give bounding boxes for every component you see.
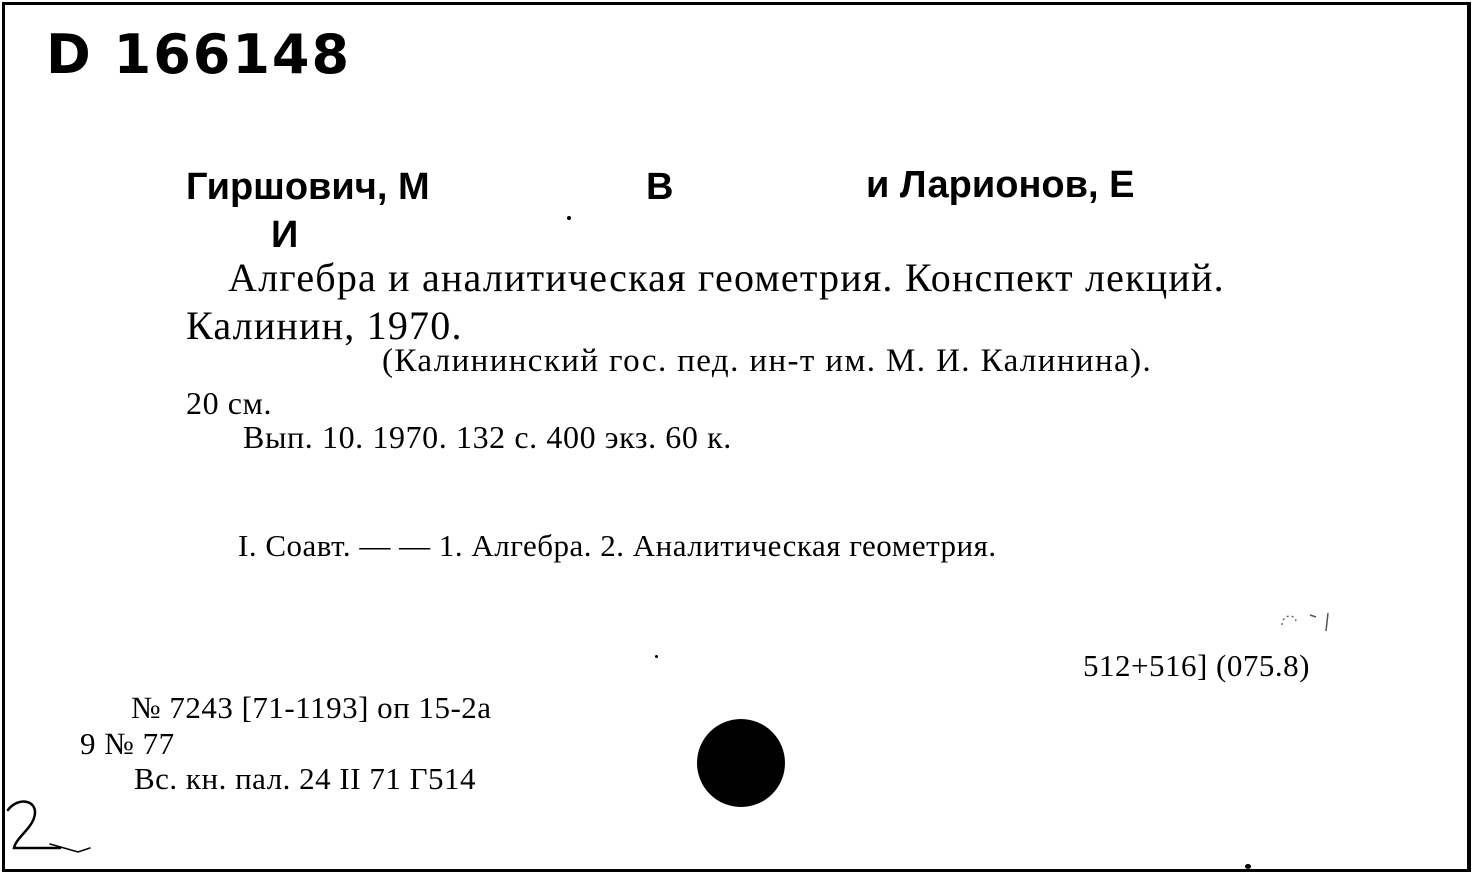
title-line-2: Калинин, 1970. xyxy=(186,303,463,348)
speck xyxy=(567,216,571,220)
issue-details: Вып. 10. 1970. 132 с. 400 экз. 60 к. xyxy=(243,419,732,455)
author-initial: В xyxy=(646,166,674,208)
speck xyxy=(655,655,658,658)
physical-size: 20 см. xyxy=(186,385,273,421)
coauthor-name: и Ларионов, Е xyxy=(866,164,1135,206)
register-line: Вс. кн. пал. 24 II 71 Г514 xyxy=(134,761,476,796)
handwritten-card-id: D 166148 xyxy=(46,23,352,86)
handwritten-mark xyxy=(0,796,110,866)
speck xyxy=(1245,864,1251,869)
author-name: Гиршович, М xyxy=(186,166,430,208)
ink-blot xyxy=(697,719,785,807)
order-number-line: № 7243 [71-1193] оп 15-2а xyxy=(131,690,492,725)
author-second-initial: И xyxy=(271,214,299,256)
title-line-1: Алгебра и аналитическая геометрия. Конспект лекций. xyxy=(228,255,1225,300)
series-note: (Калининский гос. пед. ин-т им. М. И. Калинина). xyxy=(382,343,1153,379)
classification-mark: 512+516] (075.8) xyxy=(1083,648,1310,683)
tracings: I. Соавт. — — 1. Алгебра. 2. Аналитическая геометрия. xyxy=(238,528,997,563)
copy-number-line: 9 № 77 xyxy=(80,726,175,761)
faint-stamp-mark xyxy=(1276,607,1336,637)
